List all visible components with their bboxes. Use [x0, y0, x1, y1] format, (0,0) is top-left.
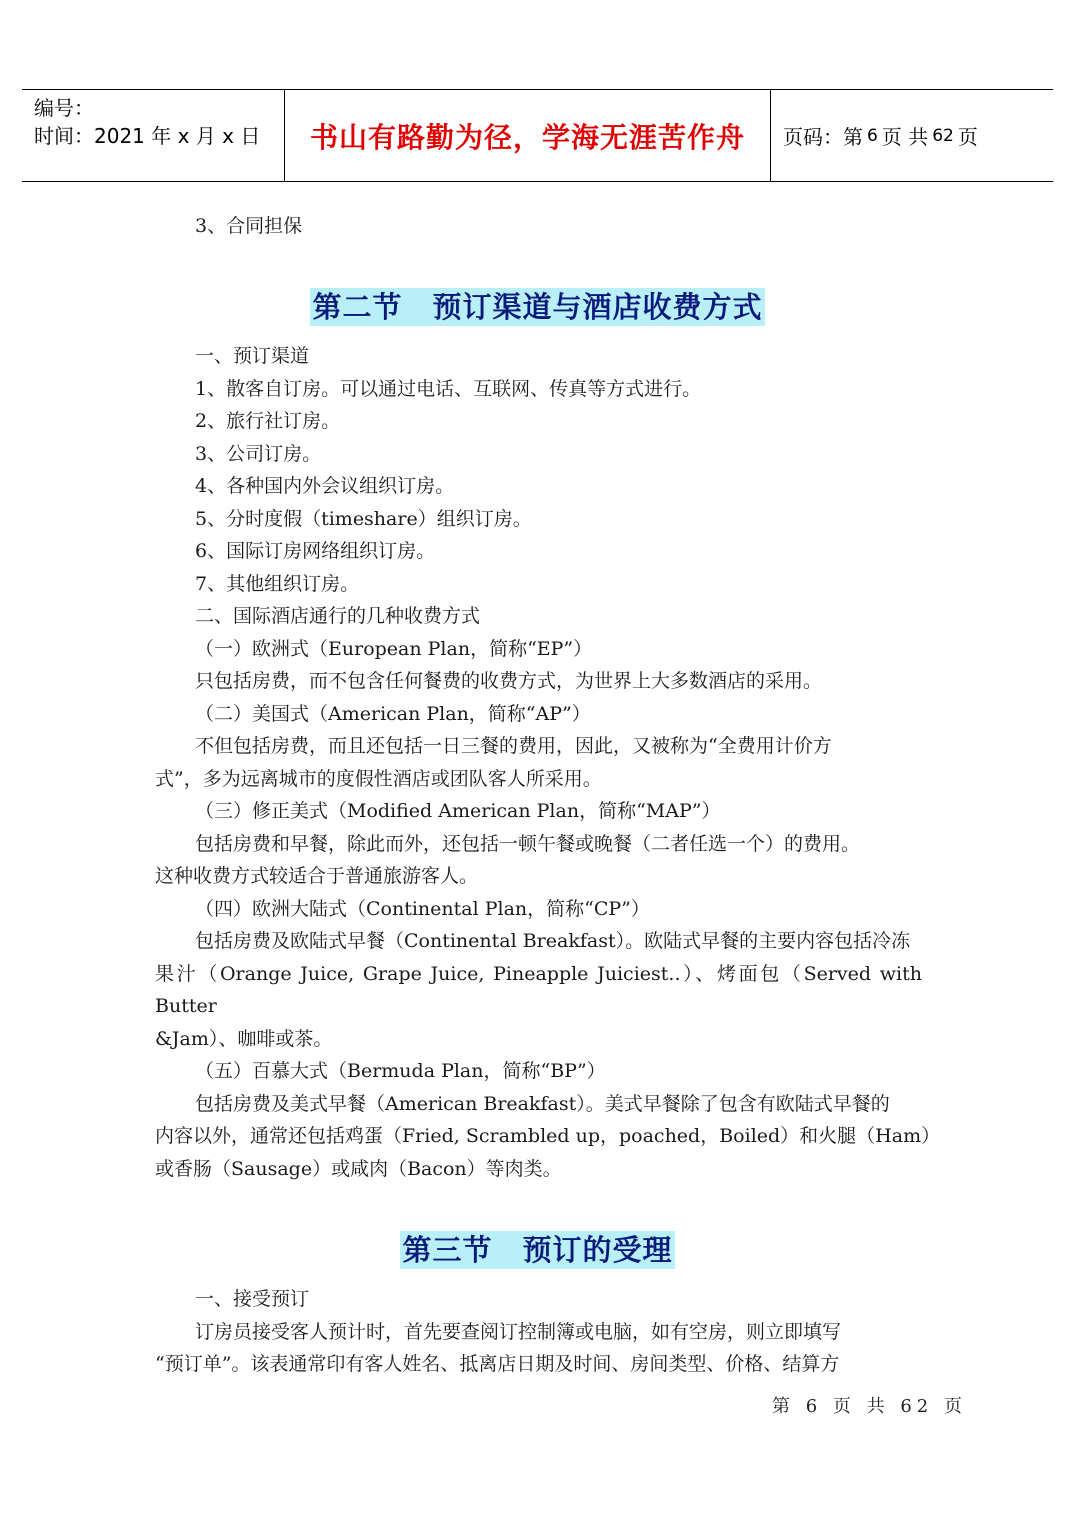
text-line: “预订单”。该表通常印有客人姓名、抵离店日期及时间、房间类型、价格、结算方 [155, 1353, 840, 1375]
page-mid: 页 共 [881, 125, 929, 149]
text-line: 式”，多为远离城市的度假性酒店或团队客人所采用。 [155, 767, 602, 790]
section2-heading [0, 288, 1075, 326]
text-line: 二、国际酒店通行的几种收费方式 [195, 605, 481, 627]
number-label: 编号： [34, 96, 94, 120]
text-line: 2、旅行社订房。 [195, 410, 341, 432]
text-line: 1、散客自订房。可以通过电话、互联网、传真等方式进行。 [195, 377, 702, 400]
text-line: 3、公司订房。 [195, 442, 322, 465]
text-line: 订房员接受客人预计时，首先要查阅订控制簿或电脑，如有空房，则立即填写 [195, 1320, 842, 1343]
section2-body [155, 340, 941, 1185]
text-line: 一、接受预订 [195, 1288, 310, 1310]
text-line: &Jam）、咖啡或茶。 [155, 1027, 333, 1050]
page-total: 62 [932, 125, 954, 146]
text-line: 不但包括房费，而且还包括一日三餐的费用，因此，又被称为“全费用计价方 [195, 735, 832, 757]
page-prefix: 页码：第 [783, 125, 863, 149]
text-line: 果汁（Orange Juice, Grape Juice, Pineapple Juiciest..）、烤面包（Served with Butter [155, 962, 922, 1017]
section3-body [155, 1283, 922, 1381]
header-table [22, 89, 1053, 182]
page-current: 6 [867, 125, 878, 146]
text-line: 只包括房费，而不包含任何餐费的收费方式，为世界上大多数酒店的采用。 [195, 670, 823, 692]
text-line: 5、分时度假（timeshare）组织订房。 [195, 507, 532, 530]
header-motto: 书山有路勤为径，学海无涯苦作舟 [285, 90, 771, 181]
top-text [155, 210, 922, 243]
header-meta [22, 90, 285, 181]
text-line: 6、国际订房网络组织订房。 [195, 540, 436, 562]
text-line: （五）百慕大式（Bermuda Plan，简称“BP”） [195, 1060, 606, 1082]
time-label: 时间：2021 年 x 月 x 日 [34, 124, 261, 148]
text-line: 或香肠（Sausage）或咸肉（Bacon）等肉类。 [155, 1157, 562, 1180]
text-line: （一）欧洲式（European Plan，简称“EP”） [195, 637, 593, 660]
text-line: 4、各种国内外会议组织订房。 [195, 475, 455, 497]
page-footer: 第 6 页 共 62 页 [772, 1396, 967, 1417]
page-suffix: 页 [957, 125, 978, 149]
text-line: （四）欧洲大陆式（Continental Plan，简称“CP”） [195, 897, 650, 920]
text-line: （三）修正美式（Modified American Plan，简称“MAP”） [195, 800, 721, 822]
text-line: 3、合同担保 [195, 215, 303, 237]
text-line: 内容以外，通常还包括鸡蛋（Fried, Scrambled up，poached，Boiled）和火腿（Ham） [155, 1125, 941, 1147]
section2-title: 第二节 预订渠道与酒店收费方式 [312, 290, 763, 324]
text-line: 这种收费方式较适合于普通旅游客人。 [155, 865, 479, 887]
text-line: 包括房费及美式早餐（American Breakfast）。美式早餐除了包含有欧陆式早餐的 [195, 1092, 890, 1115]
text-line: 包括房费及欧陆式早餐（Continental Breakfast）。欧陆式早餐的主要内容包括冷冻 [195, 930, 911, 952]
text-line: 7、其他组织订房。 [195, 572, 360, 595]
text-line: （二）美国式（American Plan，简称“AP”） [195, 702, 591, 725]
text-line: 包括房费和早餐，除此而外，还包括一顿午餐或晚餐（二者任选一个）的费用。 [195, 832, 861, 855]
text-line: 一、预订渠道 [195, 345, 310, 367]
section3-title: 第三节 预订的受理 [402, 1233, 673, 1267]
header-page-info [771, 90, 1053, 181]
section3-heading [0, 1231, 1075, 1269]
